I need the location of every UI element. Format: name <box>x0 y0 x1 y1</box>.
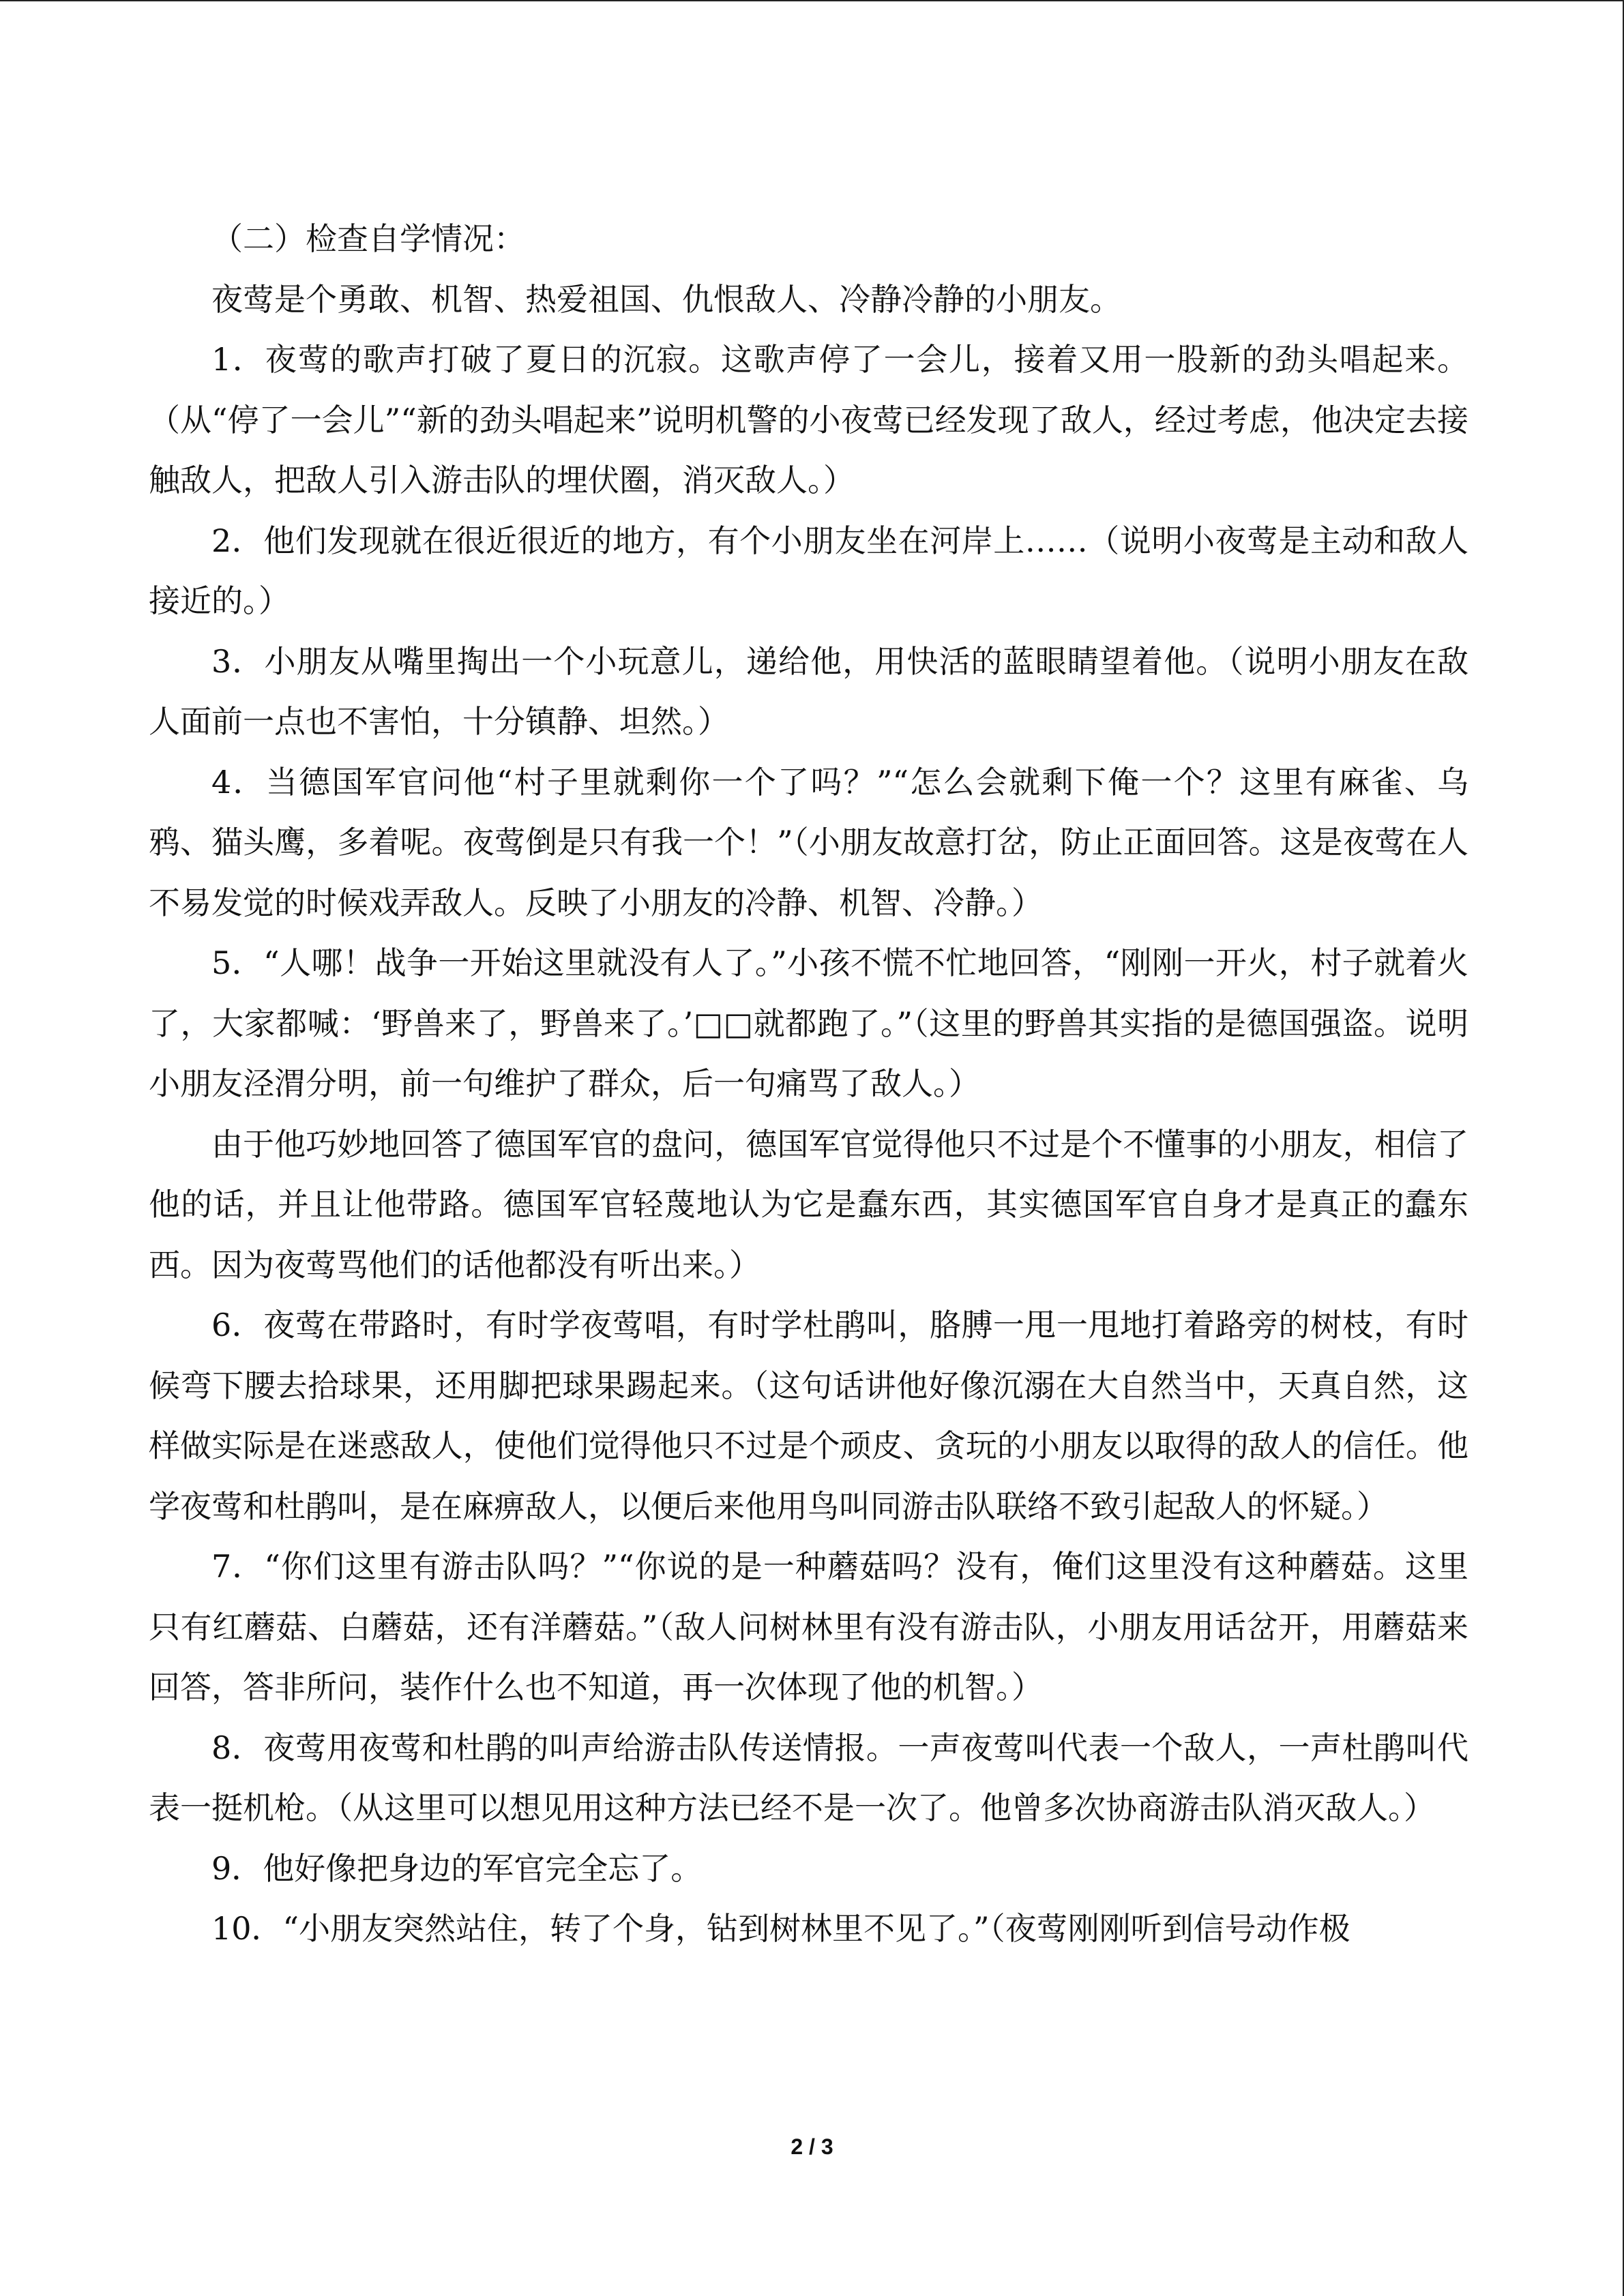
paragraph-item-3: 3．小朋友从嘴里掏出一个小玩意儿，递给他，用快活的蓝眼睛望着他。（说明小朋友在敌人面前一点也不害怕，十分镇静、坦然。） <box>149 642 1468 740</box>
paragraph: 夜莺是个勇敢、机智、热爱祖国、仇恨敌人、冷静冷静的小朋友。 <box>211 280 1121 318</box>
paragraph-item-8: 8．夜莺用夜莺和杜鹃的叫声给游击队传送情报。一声夜莺叫代表一个敌人，一声杜鹃叫代表一挺机枪。（从这里可以想见用这种方法已经不是一次了。他曾多次协商游击队消灭敌人。） <box>149 1729 1468 1826</box>
paragraph-item-7: 7．“你们这里有游击队吗？”“你说的是一种蘑菇吗？没有，俺们这里没有这种蘑菇。这里只有红蘑菇、白蘑菇，还有洋蘑菇。”（敌人问树林里有没有游击队，小朋友用话岔开，用蘑菇来回答，答非所问，装作什么也不知道，再一次体现了他的机智。） <box>149 1548 1468 1705</box>
page-number: 2 / 3 <box>791 2134 833 2159</box>
paragraph-item-1: 1．夜莺的歌声打破了夏日的沉寂。这歌声停了一会儿，接着又用一股新的劲头唱起来。（从“停了一会儿”“新的劲头唱起来”说明机警的小夜莺已经发现了敌人，经过考虑，他决定去接触敌人，把敌人引入游击队的埋伏圈，消灭敌人。） <box>149 341 1468 498</box>
section-heading: （二）检查自学情况： <box>211 220 525 257</box>
paragraph-item-4: 4．当德国军官问他“村子里就剩你一个了吗？”“怎么会就剩下俺一个？这里有麻雀、乌鸦、猫头鹰，多着呢。夜莺倒是只有我一个！”（小朋友故意打岔，防止正面回答。这是夜莺在人不易发觉的时候戏弄敌人。反映了小朋友的冷静、机智、冷静。） <box>149 763 1468 921</box>
paragraph-item-9: 9．他好像把身边的军官完全忘了。 <box>211 1849 703 1887</box>
paragraph-item-10: 10．“小朋友突然站住，转了个身，钻到树林里不见了。”（夜莺刚刚听到信号动作极 <box>211 1910 1350 1947</box>
document-body <box>149 209 1468 1959</box>
paragraph: 由于他巧妙地回答了德国军官的盘问，德国军官觉得他只不过是个不懂事的小朋友，相信了他的话，并且让他带路。德国军官轻蔑地认为它是蠢东西，其实德国军官自身才是真正的蠢东西。因为夜莺骂他们的话他都没有听出来。） <box>149 1125 1468 1283</box>
paragraph-item-2: 2．他们发现就在很近很近的地方，有个小朋友坐在河岸上……（说明小夜莺是主动和敌人接近的。） <box>149 522 1468 619</box>
paragraph-item-5: 5．“人哪！战争一开始这里就没有人了。”小孩不慌不忙地回答，“刚刚一开火，村子就着火了，大家都喊：‘野兽来了，野兽来了。’□□就都跑了。”（这里的野兽其实指的是德国强盗。说明小朋友泾渭分明，前一句维护了群众，后一句痛骂了敌人。） <box>149 944 1468 1102</box>
paragraph-item-6: 6．夜莺在带路时，有时学夜莺唱，有时学杜鹃叫，胳膊一甩一甩地打着路旁的树枝，有时候弯下腰去拾球果，还用脚把球果踢起来。（这句话讲他好像沉溺在大自然当中，天真自然，这样做实际是在迷惑敌人，使他们觉得他只不过是个顽皮、贪玩的小朋友以取得的敌人的信任。他学夜莺和杜鹃叫，是在麻痹敌人，以便后来他用鸟叫同游击队联络不致引起敌人的怀疑。） <box>149 1307 1468 1525</box>
